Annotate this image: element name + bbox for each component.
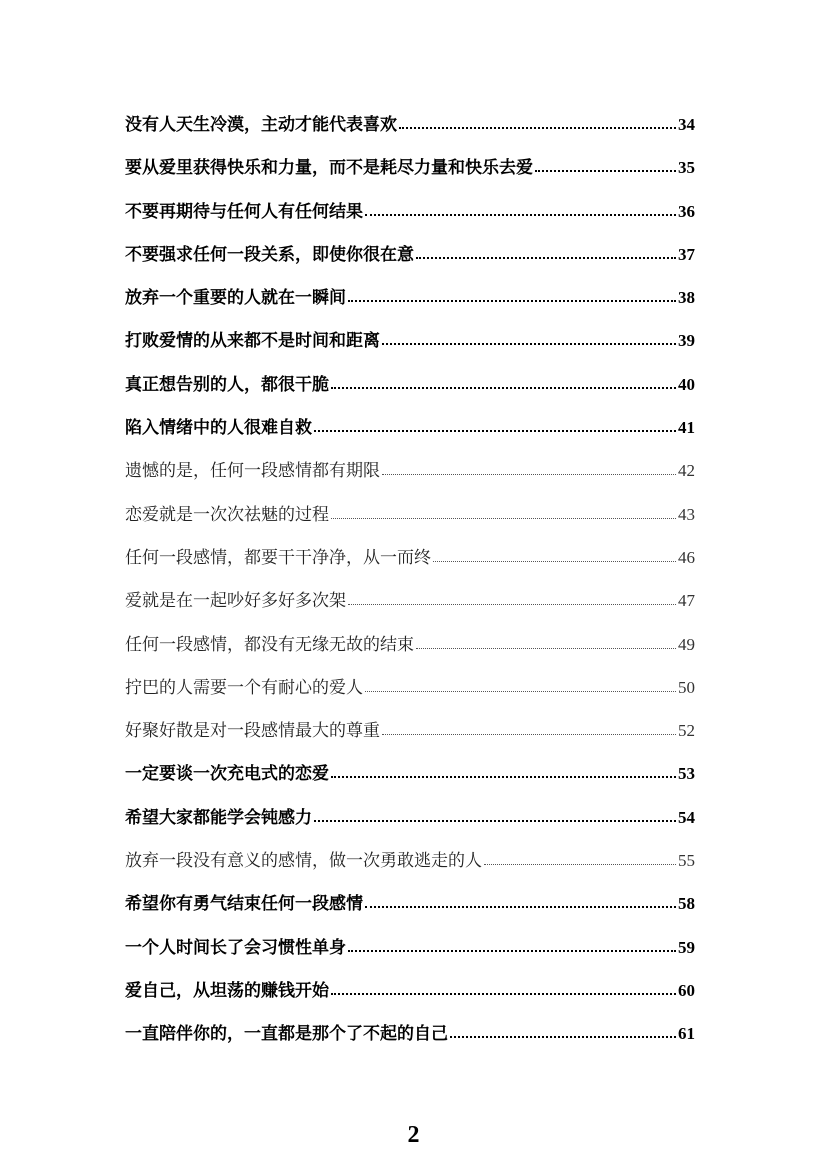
dot-leader <box>535 169 676 172</box>
dot-leader <box>382 342 676 345</box>
toc-entry-title: 没有人天生冷漠，主动才能代表喜欢 <box>125 115 397 135</box>
dot-leader <box>348 603 676 605</box>
toc-entry-page: 55 <box>678 851 695 871</box>
toc-entry-page: 38 <box>678 288 695 308</box>
dot-leader <box>331 775 676 778</box>
toc-entry-title: 一直陪伴你的，一直都是那个了不起的自己 <box>125 1024 448 1045</box>
toc-entry-page: 53 <box>678 764 695 784</box>
toc-entry-title: 爱自己，从坦荡的赚钱开始 <box>125 980 329 1001</box>
toc-entry[interactable] <box>125 839 695 882</box>
dot-leader <box>314 819 676 822</box>
toc-entry-title: 放弃一个重要的人就在一瞬间 <box>125 288 346 309</box>
toc-entry[interactable] <box>125 882 695 925</box>
page-number: 2 <box>407 1122 420 1148</box>
toc-entry-title: 放弃一段没有意义的感情，做一次勇敢逃走的人 <box>125 851 482 872</box>
toc-entry-title: 拧巴的人需要一个有耐心的爱人 <box>125 677 363 698</box>
toc-entry[interactable] <box>125 709 695 752</box>
toc-entry[interactable] <box>125 319 695 362</box>
toc-entry-page: 37 <box>678 244 695 264</box>
toc-entry-title: 要从爱里获得快乐和力量，而不是耗尽力量和快乐去爱 <box>125 158 533 179</box>
toc-entry-page: 39 <box>678 331 695 351</box>
dot-leader <box>416 647 676 649</box>
toc-entry[interactable] <box>125 536 695 579</box>
toc-entry[interactable] <box>125 666 695 709</box>
toc-entry[interactable] <box>125 796 695 839</box>
toc-entry-title: 不要强求任何一段关系，即使你很在意 <box>125 244 414 265</box>
table-of-contents <box>125 103 695 1056</box>
toc-entry-page: 61 <box>678 1024 695 1044</box>
dot-leader <box>399 126 676 129</box>
toc-entry-page: 59 <box>678 937 695 957</box>
dot-leader <box>484 863 676 865</box>
dot-leader <box>416 256 676 259</box>
toc-entry-page: 46 <box>678 547 695 567</box>
toc-entry-page: 58 <box>678 894 695 914</box>
toc-entry-title: 好聚好散是对一段感情最大的尊重 <box>125 721 380 742</box>
toc-entry[interactable] <box>125 190 695 233</box>
toc-entry[interactable] <box>125 623 695 666</box>
dot-leader <box>382 473 676 475</box>
toc-entry-page: 36 <box>678 201 695 221</box>
toc-entry[interactable] <box>125 969 695 1012</box>
toc-entry[interactable] <box>125 1012 695 1055</box>
toc-entry-title: 一个人时间长了会习惯性单身 <box>125 937 346 958</box>
dot-leader <box>365 690 676 692</box>
toc-entry-title: 陷入情绪中的人很难自救 <box>125 418 312 439</box>
toc-entry[interactable] <box>125 276 695 319</box>
toc-entry[interactable] <box>125 233 695 276</box>
toc-entry-title: 一定要谈一次充电式的恋爱 <box>125 764 329 785</box>
dot-leader <box>331 517 676 519</box>
toc-entry-title: 希望你有勇气结束任何一段感情 <box>125 894 363 915</box>
dot-leader <box>365 905 676 908</box>
dot-leader <box>348 949 676 952</box>
dot-leader <box>331 992 676 995</box>
toc-entry[interactable] <box>125 752 695 795</box>
dot-leader <box>314 429 676 432</box>
dot-leader <box>382 733 676 735</box>
toc-entry-page: 60 <box>678 980 695 1000</box>
dot-leader <box>331 386 676 389</box>
toc-entry-title: 真正想告别的人，都很干脆 <box>125 374 329 395</box>
toc-entry-title: 希望大家都能学会钝感力 <box>125 807 312 828</box>
toc-entry-page: 41 <box>678 418 695 438</box>
toc-entry[interactable] <box>125 103 695 146</box>
toc-entry[interactable] <box>125 493 695 536</box>
toc-entry-page: 47 <box>678 591 695 611</box>
toc-entry-page: 34 <box>678 115 695 134</box>
toc-entry[interactable] <box>125 146 695 189</box>
toc-entry-title: 任何一段感情，都要干干净净，从一而终 <box>125 547 431 568</box>
toc-entry[interactable] <box>125 363 695 406</box>
toc-entry-page: 50 <box>678 677 695 697</box>
toc-entry[interactable] <box>125 579 695 622</box>
dot-leader <box>365 213 676 216</box>
toc-entry-title: 不要再期待与任何人有任何结果 <box>125 201 363 222</box>
toc-entry-page: 54 <box>678 807 695 827</box>
toc-entry-page: 42 <box>678 461 695 481</box>
toc-entry-title: 恋爱就是一次次祛魅的过程 <box>125 504 329 525</box>
toc-entry-title: 遗憾的是，任何一段感情都有期限 <box>125 461 380 482</box>
toc-entry[interactable] <box>125 406 695 449</box>
toc-entry-title: 打败爱情的从来都不是时间和距离 <box>125 331 380 352</box>
toc-entry-page: 40 <box>678 374 695 394</box>
toc-entry-page: 43 <box>678 504 695 524</box>
toc-entry-title: 爱就是在一起吵好多好多次架 <box>125 591 346 612</box>
toc-entry-page: 49 <box>678 634 695 654</box>
toc-entry[interactable] <box>125 449 695 492</box>
dot-leader <box>450 1035 676 1038</box>
toc-entry[interactable] <box>125 926 695 969</box>
toc-entry-title: 任何一段感情，都没有无缘无故的结束 <box>125 634 414 655</box>
dot-leader <box>348 299 676 302</box>
toc-entry-page: 52 <box>678 721 695 741</box>
toc-entry-page: 35 <box>678 158 695 178</box>
dot-leader <box>433 560 676 562</box>
